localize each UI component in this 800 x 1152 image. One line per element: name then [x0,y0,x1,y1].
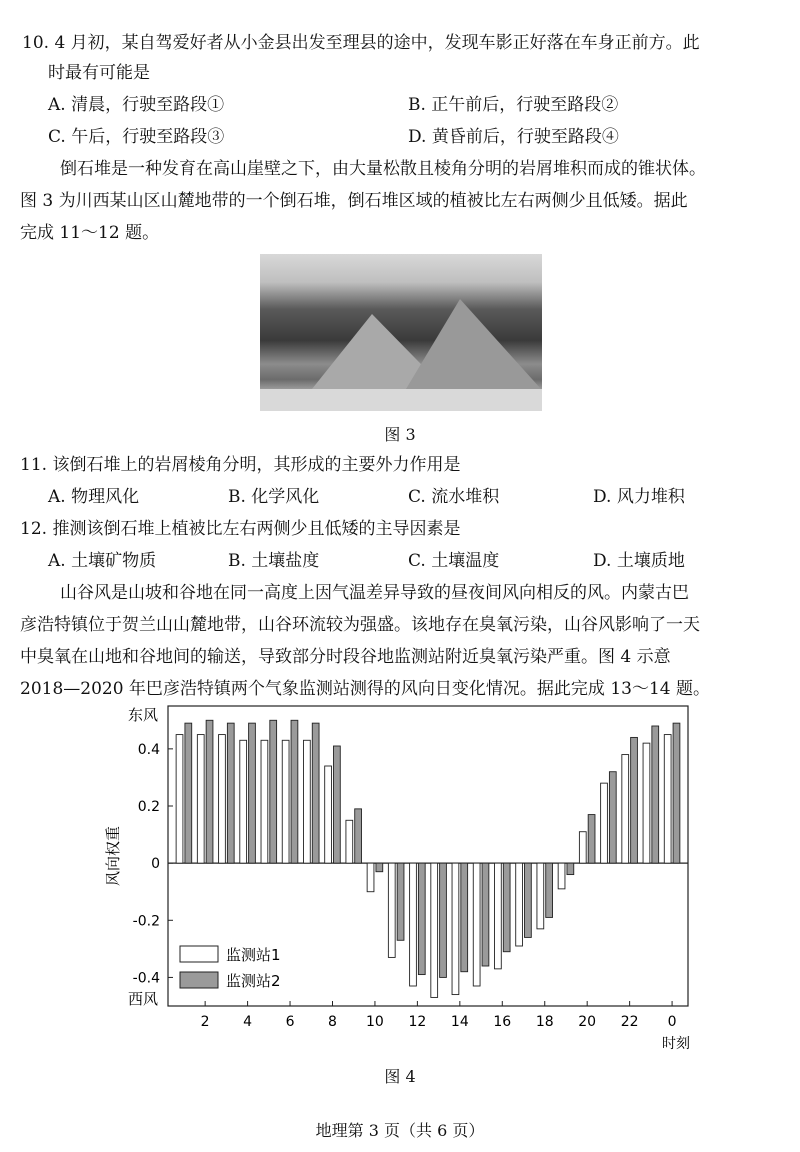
figure3-caption: 图 3 [384,425,416,444]
q12-option-a: A. 土壤矿物质 [48,551,157,571]
y-tick-label: 0.2 [137,799,160,815]
q10-option-a: A. 清晨，行驶至路段① [48,95,225,115]
bar-station2 [546,863,553,917]
bar-station2 [418,863,425,974]
bar-station2 [461,863,468,972]
y-top-label: 东风 [127,706,158,724]
bar-station1 [325,766,332,863]
x-axis-title: 时刻 [662,1036,690,1052]
bar-station1 [282,740,289,863]
x-tick-label: 22 [620,1014,639,1030]
bar-station2 [609,772,616,863]
bar-station2 [440,863,447,977]
q12-option-d: D. 土壤质地 [593,551,685,571]
legend-label: 监测站1 [226,946,281,964]
intro1-line2: 图 3 为川西某山区山麓地带的一个倒石堆，倒石堆区域的植被比左右两侧少且低矮。据此 [20,191,688,211]
bar-station1 [579,832,586,863]
bar-station2 [227,723,234,863]
bar-station2 [355,809,362,863]
legend-swatch [180,946,218,962]
intro2-line3: 中臭氧在山地和谷地间的输送，导致部分时段谷地监测站附近臭氧污染严重。图 4 示意 [20,647,671,667]
bar-station2 [312,723,319,863]
q10-stem-line2: 时最有可能是 [48,63,150,83]
y-tick-label: 0 [151,856,160,873]
bar-station2 [482,863,489,966]
x-tick-label: 4 [243,1014,253,1030]
bar-station2 [291,720,298,863]
bar-station1 [601,783,608,863]
legend-swatch [180,972,218,988]
intro1-line3: 完成 11～12 题。 [20,223,160,243]
q12-option-c: C. 土壤温度 [408,551,500,571]
y-tick-label: -0.2 [132,913,160,930]
x-tick-label: 0 [667,1014,677,1030]
bar-station2 [567,863,574,874]
bar-station2 [206,720,213,863]
bar-station1 [240,740,247,863]
bar-station1 [452,863,459,994]
bar-station1 [473,863,480,986]
bar-station1 [346,820,353,863]
bar-station2 [503,863,510,952]
q11-option-b: B. 化学风化 [228,487,320,507]
bar-station1 [516,863,523,946]
x-tick-label: 14 [450,1014,469,1030]
river-foreground [260,389,542,411]
q10-option-d: D. 黄昏前后，行驶至路段④ [408,127,619,147]
q11-option-a: A. 物理风化 [48,487,140,507]
y-axis-title: 风向权重 [104,825,122,887]
x-tick-label: 20 [578,1014,597,1030]
bar-station2 [249,723,256,863]
bar-station1 [622,755,629,864]
bar-station1 [261,740,268,863]
y-tick-label: -0.4 [132,970,160,987]
q10-option-b: B. 正午前后，行驶至路段② [408,95,619,115]
q12-option-b: B. 土壤盐度 [228,551,320,571]
page-footer: 地理第 3 页（共 6 页） [315,1121,485,1140]
bar-station2 [376,863,383,872]
intro2-line2: 彦浩特镇位于贺兰山山麓地带，山谷环流较为强盛。该地存在臭氧污染，山谷风影响了一天 [20,615,700,635]
bar-station1 [388,863,395,957]
figure4-chart [100,700,720,1060]
bar-station1 [367,863,374,892]
bar-station1 [537,863,544,929]
bar-station2 [333,746,340,863]
y-bottom-label: 西风 [127,990,158,1008]
talus-cone-right [400,299,542,399]
bar-station2 [652,726,659,863]
bar-station2 [673,723,680,863]
bar-station2 [588,815,595,864]
figure4-caption: 图 4 [384,1067,416,1086]
x-tick-label: 12 [408,1014,427,1030]
bar-station1 [431,863,438,997]
x-tick-label: 8 [328,1014,337,1030]
bar-station1 [410,863,417,986]
bar-station1 [219,735,226,864]
figure3-photo [260,254,542,411]
q10-option-c: C. 午后，行驶至路段③ [48,127,225,147]
y-tick-label: 0.4 [137,741,160,758]
bar-station1 [176,735,183,864]
bar-station1 [664,735,671,864]
bar-station2 [631,737,638,863]
q11-option-d: D. 风力堆积 [593,487,685,507]
x-tick-label: 16 [493,1014,512,1030]
bar-station1 [643,743,650,863]
legend-label: 监测站2 [226,972,281,990]
bar-station2 [397,863,404,940]
x-tick-label: 6 [285,1014,295,1030]
q12-stem: 12. 推测该倒石堆上植被比左右两侧少且低矮的主导因素是 [20,519,461,539]
bar-station2 [270,720,277,863]
x-tick-label: 2 [200,1014,210,1030]
intro2-line4: 2018—2020 年巴彦浩特镇两个气象监测站测得的风向日变化情况。据此完成 13～14 题。 [20,679,711,699]
bar-station1 [303,740,310,863]
x-tick-label: 10 [366,1014,384,1030]
q11-stem: 11. 该倒石堆上的岩屑棱角分明，其形成的主要外力作用是 [20,455,461,475]
q11-option-c: C. 流水堆积 [408,487,500,507]
bar-station2 [185,723,192,863]
intro2-line1: 山谷风是山坡和谷地在同一高度上因气温差异导致的昼夜间风向相反的风。内蒙古巴 [60,583,689,603]
q10-stem-line1: 10. 4 月初，某自驾爱好者从小金县出发至理县的途中，发现车影正好落在车身正前方。此 [22,33,700,53]
bar-station2 [525,863,532,937]
bar-station1 [494,863,501,969]
x-tick-label: 18 [535,1014,554,1030]
intro1-line1: 倒石堆是一种发育在高山崖壁之下，由大量松散且棱角分明的岩屑堆积而成的锥状体。 [60,159,706,179]
bar-station1 [558,863,565,889]
bar-station1 [197,735,204,864]
